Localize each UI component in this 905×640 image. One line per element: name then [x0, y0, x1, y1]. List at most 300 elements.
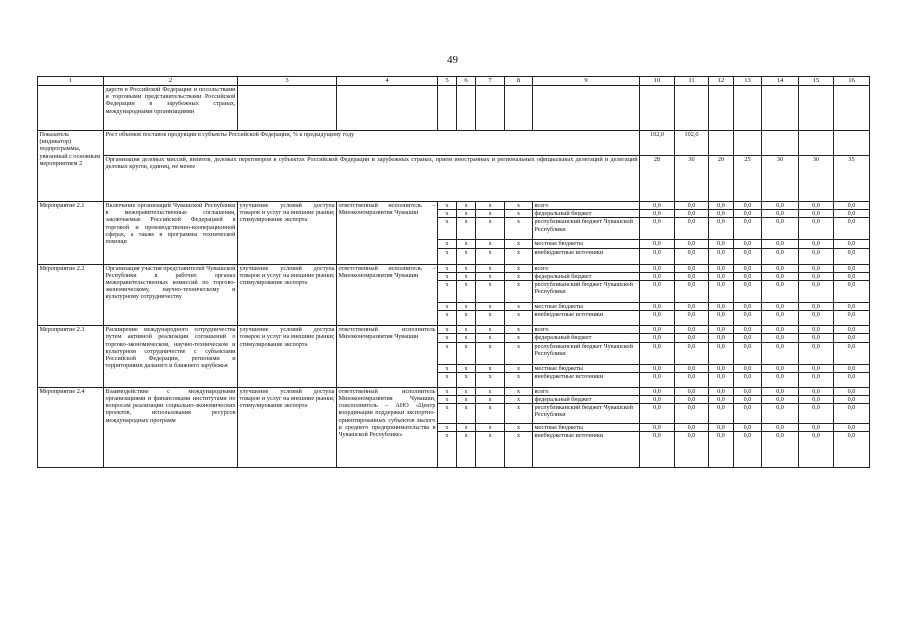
funding-value: 0,0 — [799, 424, 834, 432]
funding-value: 0,0 — [709, 311, 734, 326]
x-mark: x — [438, 272, 457, 280]
funding-value: 0,0 — [762, 311, 799, 326]
continuation-text: дарств в Российской Федерации и посольствами и торговыми представительствами Российской Федерации в зарубежных странах, международными организациями — [104, 86, 238, 131]
indicator-value: 28 — [640, 155, 675, 201]
measure-goal: улучшение условий доступа товаров и услуг на внешние рынки; стимулирование экспорта — [238, 326, 337, 388]
x-mark: x — [476, 326, 505, 334]
x-mark: x — [505, 424, 533, 432]
indicator-value: 25 — [734, 155, 762, 201]
x-mark: x — [438, 364, 457, 372]
x-mark: x — [457, 424, 476, 432]
funding-source: федеральный бюджет — [533, 210, 640, 218]
measure-row — [38, 264, 870, 272]
funding-value: 0,0 — [762, 264, 799, 272]
funding-value: 0,0 — [799, 364, 834, 372]
funding-value: 0,0 — [799, 240, 834, 248]
x-mark: x — [476, 424, 505, 432]
x-mark: x — [505, 240, 533, 248]
x-mark: x — [457, 218, 476, 240]
funding-value: 0,0 — [834, 248, 870, 264]
funding-value: 0,0 — [675, 311, 709, 326]
col-num: 16 — [834, 77, 870, 86]
funding-value: 0,0 — [834, 303, 870, 311]
funding-source: республиканский бюджет Чувашской Республики — [533, 342, 640, 364]
x-mark: x — [505, 372, 533, 387]
funding-source: внебюджетные источники — [533, 372, 640, 387]
measure-row — [38, 202, 870, 210]
funding-value: 0,0 — [640, 387, 675, 395]
x-mark: x — [457, 272, 476, 280]
funding-value: 0,0 — [799, 404, 834, 424]
x-mark: x — [457, 210, 476, 218]
funding-value: 0,0 — [799, 248, 834, 264]
funding-source: местные бюджеты — [533, 303, 640, 311]
x-mark: x — [505, 303, 533, 311]
funding-source: всего — [533, 264, 640, 272]
col-num: 10 — [640, 77, 675, 86]
x-mark: x — [457, 396, 476, 404]
x-mark: x — [476, 311, 505, 326]
x-mark: x — [476, 272, 505, 280]
x-mark: x — [505, 334, 533, 342]
x-mark: x — [438, 404, 457, 424]
col-num: 8 — [505, 77, 533, 86]
funding-value: 0,0 — [675, 342, 709, 364]
funding-value: 0,0 — [799, 210, 834, 218]
measure-name: Взаимодействие с международными организациями и финансовыми институтами по вопросам реализации социально-экономических проектов, использования ресурсов международных программ — [104, 387, 238, 468]
funding-value: 0,0 — [762, 202, 799, 210]
funding-value: 0,0 — [762, 432, 799, 468]
x-mark: x — [438, 396, 457, 404]
indicator-value — [834, 131, 870, 156]
x-mark: x — [438, 240, 457, 248]
x-mark: x — [438, 372, 457, 387]
funding-value: 0,0 — [734, 342, 762, 364]
funding-value: 0,0 — [734, 264, 762, 272]
funding-value: 0,0 — [675, 218, 709, 240]
funding-value: 0,0 — [762, 404, 799, 424]
funding-value: 0,0 — [762, 387, 799, 395]
funding-value: 0,0 — [834, 210, 870, 218]
funding-value: 0,0 — [709, 248, 734, 264]
funding-value: 0,0 — [834, 240, 870, 248]
x-mark: x — [476, 334, 505, 342]
funding-source: всего — [533, 326, 640, 334]
funding-value: 0,0 — [734, 404, 762, 424]
column-number-row — [38, 77, 870, 86]
measure-row — [38, 387, 870, 395]
indicator-value: 102,0 — [640, 131, 675, 156]
col-num: 3 — [238, 77, 337, 86]
x-mark: x — [505, 272, 533, 280]
funding-value: 0,0 — [709, 303, 734, 311]
x-mark: x — [457, 364, 476, 372]
x-mark: x — [476, 396, 505, 404]
col-num: 15 — [799, 77, 834, 86]
measure-goal: улучшение условий доступа товаров и услуг на внешние рынки; стимулирование экспорта — [238, 202, 337, 265]
x-mark: x — [476, 202, 505, 210]
funding-value: 0,0 — [709, 334, 734, 342]
funding-value: 0,0 — [675, 396, 709, 404]
continuation-row — [38, 86, 870, 131]
x-mark: x — [505, 311, 533, 326]
funding-value: 0,0 — [675, 326, 709, 334]
funding-value: 0,0 — [834, 404, 870, 424]
funding-value: 0,0 — [834, 396, 870, 404]
funding-value: 0,0 — [709, 396, 734, 404]
funding-value: 0,0 — [799, 281, 834, 303]
x-mark: x — [457, 264, 476, 272]
indicator-value — [762, 131, 799, 156]
funding-value: 0,0 — [640, 326, 675, 334]
funding-value: 0,0 — [709, 264, 734, 272]
funding-value: 0,0 — [834, 202, 870, 210]
funding-value: 0,0 — [709, 404, 734, 424]
x-mark: x — [457, 202, 476, 210]
x-mark: x — [505, 218, 533, 240]
page-number: 49 — [447, 54, 458, 66]
x-mark: x — [505, 396, 533, 404]
x-mark: x — [476, 364, 505, 372]
funding-value: 0,0 — [762, 218, 799, 240]
x-mark: x — [476, 387, 505, 395]
x-mark: x — [505, 387, 533, 395]
funding-source: внебюджетные источники — [533, 311, 640, 326]
indicator-value: 20 — [709, 155, 734, 201]
funding-value: 0,0 — [799, 202, 834, 210]
funding-value: 0,0 — [640, 424, 675, 432]
indicator-value: 30 — [675, 155, 709, 201]
funding-value: 0,0 — [834, 424, 870, 432]
funding-value: 0,0 — [675, 364, 709, 372]
funding-value: 0,0 — [734, 281, 762, 303]
col-num: 6 — [457, 77, 476, 86]
x-mark: x — [505, 432, 533, 468]
funding-value: 0,0 — [734, 218, 762, 240]
x-mark: x — [457, 432, 476, 468]
funding-value: 0,0 — [762, 303, 799, 311]
indicator-label: Показатель (индикатор) подпрограммы, увязанный с основным мероприятием 2 — [38, 131, 104, 202]
x-mark: x — [457, 387, 476, 395]
funding-value: 0,0 — [834, 272, 870, 280]
funding-source: всего — [533, 202, 640, 210]
x-mark: x — [505, 210, 533, 218]
col-num: 13 — [734, 77, 762, 86]
x-mark: x — [438, 311, 457, 326]
funding-value: 0,0 — [640, 240, 675, 248]
funding-value: 0,0 — [640, 396, 675, 404]
funding-value: 0,0 — [799, 372, 834, 387]
funding-value: 0,0 — [734, 303, 762, 311]
funding-value: 0,0 — [675, 240, 709, 248]
funding-value: 0,0 — [709, 387, 734, 395]
funding-value: 0,0 — [762, 424, 799, 432]
funding-value: 0,0 — [762, 210, 799, 218]
col-num: 9 — [533, 77, 640, 86]
measure-executor: ответственный исполнитель Минэкономразвития Чувашии — [337, 326, 438, 388]
funding-value: 0,0 — [640, 404, 675, 424]
funding-value: 0,0 — [709, 326, 734, 334]
funding-value: 0,0 — [640, 342, 675, 364]
funding-value: 0,0 — [799, 326, 834, 334]
funding-value: 0,0 — [734, 210, 762, 218]
funding-value: 0,0 — [734, 387, 762, 395]
funding-source: республиканский бюджет Чувашской Республики — [533, 281, 640, 303]
measure-label: Мероприятие 2.4 — [38, 387, 104, 468]
table-body — [38, 77, 870, 468]
funding-value: 0,0 — [709, 218, 734, 240]
measure-goal: улучшение условий доступа товаров и услуг на внешние рынки; стимулирование экспорта — [238, 264, 337, 326]
funding-value: 0,0 — [675, 432, 709, 468]
funding-value: 0,0 — [734, 311, 762, 326]
indicator-text-1: Рост объемов поставок продукции в субъекты Российской Федерации, % к предыдущему году — [104, 131, 640, 156]
x-mark: x — [476, 248, 505, 264]
measure-name: Расширение международного сотрудничества путем активной реализации соглашений о торгово-экономическом, научно-техническом и культурном сотрудничестве с субъектами Российской Федерации, регионами и территориями дальнего и ближнего зарубежья — [104, 326, 238, 388]
x-mark: x — [505, 202, 533, 210]
indicator-row-2 — [38, 155, 870, 201]
funding-value: 0,0 — [799, 432, 834, 468]
indicator-value: 102,0 — [675, 131, 709, 156]
indicator-value: 30 — [762, 155, 799, 201]
col-num: 12 — [709, 77, 734, 86]
funding-value: 0,0 — [675, 248, 709, 264]
funding-value: 0,0 — [675, 272, 709, 280]
funding-value: 0,0 — [675, 281, 709, 303]
x-mark: x — [438, 202, 457, 210]
x-mark: x — [505, 326, 533, 334]
funding-value: 0,0 — [762, 364, 799, 372]
x-mark: x — [438, 342, 457, 364]
funding-source: республиканский бюджет Чувашской Республики — [533, 404, 640, 424]
col-num: 11 — [675, 77, 709, 86]
measure-executor: ответственный исполнитель – Минэкономразвития Чувашии — [337, 264, 438, 326]
funding-value: 0,0 — [834, 342, 870, 364]
funding-value: 0,0 — [675, 334, 709, 342]
funding-value: 0,0 — [675, 404, 709, 424]
x-mark: x — [457, 303, 476, 311]
funding-value: 0,0 — [799, 342, 834, 364]
funding-value: 0,0 — [640, 432, 675, 468]
funding-value: 0,0 — [640, 334, 675, 342]
x-mark: x — [505, 248, 533, 264]
funding-value: 0,0 — [709, 364, 734, 372]
x-mark: x — [438, 218, 457, 240]
indicator-value — [734, 131, 762, 156]
funding-value: 0,0 — [709, 342, 734, 364]
funding-value: 0,0 — [734, 248, 762, 264]
funding-value: 0,0 — [640, 311, 675, 326]
funding-value: 0,0 — [834, 387, 870, 395]
col-num: 2 — [104, 77, 238, 86]
x-mark: x — [476, 432, 505, 468]
funding-value: 0,0 — [762, 248, 799, 264]
x-mark: x — [476, 372, 505, 387]
indicator-row-1 — [38, 131, 870, 156]
indicator-value — [709, 131, 734, 156]
x-mark: x — [457, 281, 476, 303]
measure-row — [38, 326, 870, 334]
x-mark: x — [438, 264, 457, 272]
funding-source: внебюджетные источники — [533, 432, 640, 468]
x-mark: x — [457, 311, 476, 326]
funding-value: 0,0 — [834, 281, 870, 303]
funding-value: 0,0 — [834, 311, 870, 326]
funding-value: 0,0 — [799, 218, 834, 240]
x-mark: x — [476, 210, 505, 218]
x-mark: x — [505, 281, 533, 303]
funding-value: 0,0 — [640, 364, 675, 372]
funding-value: 0,0 — [834, 364, 870, 372]
funding-source: местные бюджеты — [533, 364, 640, 372]
funding-value: 0,0 — [640, 372, 675, 387]
funding-value: 0,0 — [734, 272, 762, 280]
funding-source: внебюджетные источники — [533, 248, 640, 264]
x-mark: x — [476, 342, 505, 364]
x-mark: x — [438, 424, 457, 432]
funding-value: 0,0 — [762, 272, 799, 280]
funding-source: всего — [533, 387, 640, 395]
funding-value: 0,0 — [762, 281, 799, 303]
x-mark: x — [505, 342, 533, 364]
funding-value: 0,0 — [734, 326, 762, 334]
funding-value: 0,0 — [834, 264, 870, 272]
funding-source: республиканский бюджет Чувашской Республики — [533, 218, 640, 240]
funding-value: 0,0 — [734, 396, 762, 404]
funding-value: 0,0 — [734, 202, 762, 210]
measure-label: Мероприятие 2.1 — [38, 202, 104, 265]
x-mark: x — [457, 326, 476, 334]
x-mark: x — [505, 364, 533, 372]
funding-source: местные бюджеты — [533, 424, 640, 432]
measure-goal: улучшение условий доступа товаров и услуг на внешние рынки; стимулирование экспорта — [238, 387, 337, 468]
col-num: 14 — [762, 77, 799, 86]
funding-value: 0,0 — [640, 303, 675, 311]
indicator-value — [799, 131, 834, 156]
x-mark: x — [438, 248, 457, 264]
funding-value: 0,0 — [834, 218, 870, 240]
x-mark: x — [438, 387, 457, 395]
funding-value: 0,0 — [799, 272, 834, 280]
funding-value: 0,0 — [834, 432, 870, 468]
budget-table — [37, 76, 870, 468]
x-mark: x — [505, 404, 533, 424]
funding-value: 0,0 — [640, 272, 675, 280]
x-mark: x — [457, 342, 476, 364]
funding-value: 0,0 — [675, 202, 709, 210]
funding-value: 0,0 — [799, 264, 834, 272]
funding-value: 0,0 — [834, 372, 870, 387]
x-mark: x — [438, 326, 457, 334]
funding-value: 0,0 — [834, 326, 870, 334]
funding-value: 0,0 — [762, 334, 799, 342]
funding-value: 0,0 — [799, 387, 834, 395]
x-mark: x — [438, 334, 457, 342]
measure-executor: ответственный исполнитель – Минэкономразвития Чувашии — [337, 202, 438, 265]
funding-value: 0,0 — [640, 264, 675, 272]
x-mark: x — [476, 404, 505, 424]
x-mark: x — [476, 281, 505, 303]
funding-value: 0,0 — [709, 432, 734, 468]
funding-value: 0,0 — [675, 424, 709, 432]
col-num: 7 — [476, 77, 505, 86]
funding-value: 0,0 — [709, 424, 734, 432]
funding-value: 0,0 — [675, 387, 709, 395]
x-mark: x — [438, 432, 457, 468]
measure-name: Организация участия представителей Чувашской Республики в рабочих органах межправительственных комиссий по торгово-экономическому, научно-техническому и культурному сотрудничеству — [104, 264, 238, 326]
x-mark: x — [457, 334, 476, 342]
funding-value: 0,0 — [640, 218, 675, 240]
funding-value: 0,0 — [675, 372, 709, 387]
col-num: 1 — [38, 77, 104, 86]
funding-value: 0,0 — [799, 334, 834, 342]
funding-source: федеральный бюджет — [533, 272, 640, 280]
x-mark: x — [438, 303, 457, 311]
indicator-text-2: Организация деловых миссий, визитов, деловых переговоров в субъектах Российской Федерации и зарубежных странах, прием иностранных и региональных официальных делегаций и делегаций деловых кругов, единиц, не менее — [104, 155, 640, 201]
x-mark: x — [476, 240, 505, 248]
indicator-value: 35 — [834, 155, 870, 201]
x-mark: x — [476, 264, 505, 272]
measure-label: Мероприятие 2.2 — [38, 264, 104, 326]
funding-value: 0,0 — [640, 202, 675, 210]
funding-value: 0,0 — [640, 210, 675, 218]
funding-value: 0,0 — [709, 272, 734, 280]
funding-value: 0,0 — [799, 396, 834, 404]
funding-value: 0,0 — [709, 202, 734, 210]
measure-label: Мероприятие 2.3 — [38, 326, 104, 388]
funding-value: 0,0 — [640, 248, 675, 264]
funding-value: 0,0 — [675, 303, 709, 311]
funding-value: 0,0 — [734, 432, 762, 468]
funding-value: 0,0 — [675, 264, 709, 272]
x-mark: x — [476, 218, 505, 240]
col-num: 5 — [438, 77, 457, 86]
funding-value: 0,0 — [762, 372, 799, 387]
funding-value: 0,0 — [734, 334, 762, 342]
funding-value: 0,0 — [762, 342, 799, 364]
funding-source: федеральный бюджет — [533, 396, 640, 404]
funding-value: 0,0 — [762, 326, 799, 334]
funding-source: федеральный бюджет — [533, 334, 640, 342]
x-mark: x — [457, 404, 476, 424]
funding-value: 0,0 — [799, 311, 834, 326]
x-mark: x — [476, 303, 505, 311]
funding-value: 0,0 — [799, 303, 834, 311]
indicator-value: 30 — [799, 155, 834, 201]
x-mark: x — [438, 281, 457, 303]
funding-value: 0,0 — [734, 372, 762, 387]
funding-value: 0,0 — [709, 281, 734, 303]
measure-executor: ответственный исполнитель Минэкономразвития Чувашии, соисполнитель – АНО «Центр координации поддержки экспортно-ориентированных субъектов малого и среднего предпринимательства в Чувашской Республике» — [337, 387, 438, 468]
funding-value: 0,0 — [640, 281, 675, 303]
x-mark: x — [505, 264, 533, 272]
funding-value: 0,0 — [675, 210, 709, 218]
funding-value: 0,0 — [709, 372, 734, 387]
x-mark: x — [438, 210, 457, 218]
x-mark: x — [457, 240, 476, 248]
funding-value: 0,0 — [762, 240, 799, 248]
funding-value: 0,0 — [734, 364, 762, 372]
funding-value: 0,0 — [709, 240, 734, 248]
funding-value: 0,0 — [734, 240, 762, 248]
funding-source: местные бюджеты — [533, 240, 640, 248]
measure-name: Включение организаций Чувашской Республики в межправительственные соглашения, заключаемые Российской Федерацией в торговой и производственно-кооперационной сферах, а также в программы технической помощи — [104, 202, 238, 265]
x-mark: x — [457, 372, 476, 387]
col-num: 4 — [337, 77, 438, 86]
funding-value: 0,0 — [734, 424, 762, 432]
x-mark: x — [457, 248, 476, 264]
funding-value: 0,0 — [762, 396, 799, 404]
funding-value: 0,0 — [834, 334, 870, 342]
